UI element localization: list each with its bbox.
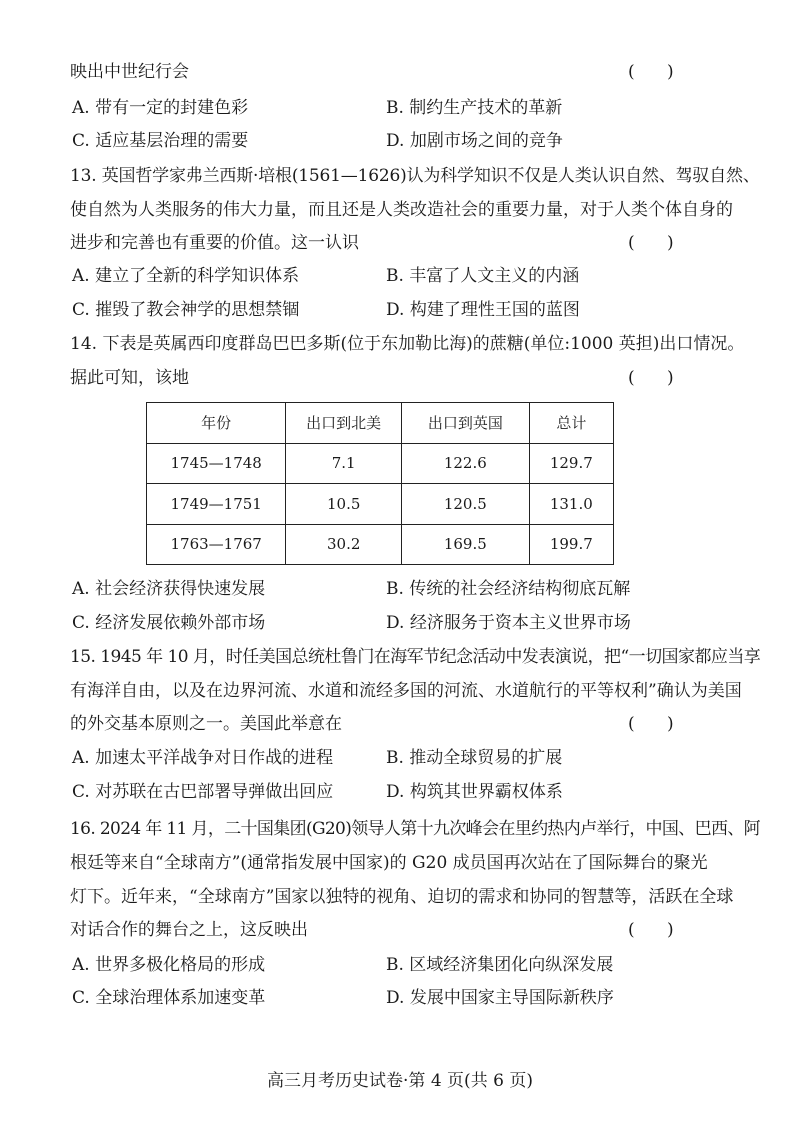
table-cell: 10.5: [286, 484, 402, 525]
q13-stem-line-2: 使自然为人类服务的伟大力量，而且还是人类改造社会的重要力量，对于人类个体自身的: [70, 200, 733, 220]
q14-option-c[interactable]: C. 经济发展依赖外部市场: [72, 613, 266, 633]
q16-stem-line-1: 16. 2024 年 11 月，二十国集团(G20)领导人第十九次峰会在里约热内卢举行，中国、巴西、阿: [70, 819, 761, 839]
q13-option-a[interactable]: A. 建立了全新的科学知识体系: [72, 266, 300, 286]
table-cell: 7.1: [286, 443, 402, 484]
q15-answer-paren[interactable]: ( ): [628, 714, 674, 734]
q12-option-a[interactable]: A. 带有一定的封建色彩: [72, 98, 249, 118]
q14-answer-paren[interactable]: ( ): [628, 368, 674, 388]
q13-stem-line-1: 13. 英国哲学家弗兰西斯·培根(1561—1626)认为科学知识不仅是人类认识自然、驾驭自然、: [70, 166, 760, 186]
table-cell: 1763—1767: [147, 524, 286, 565]
table-row: [147, 443, 614, 484]
q15-option-d[interactable]: D. 构筑其世界霸权体系: [386, 782, 563, 802]
q12-answer-paren[interactable]: ( ): [628, 62, 674, 82]
q16-option-a[interactable]: A. 世界多极化格局的形成: [72, 955, 266, 975]
q12-option-d[interactable]: D. 加剧市场之间的竞争: [386, 131, 563, 151]
sugar-export-table: [146, 402, 614, 565]
table-header-row: [147, 403, 614, 444]
q15-stem-line-2: 有海洋自由，以及在边界河流、水道和流经多国的河流、水道航行的平等权利”确认为美国: [70, 681, 742, 701]
table-cell: 1745—1748: [147, 443, 286, 484]
q15-option-b[interactable]: B. 推动全球贸易的扩展: [386, 748, 563, 768]
q12-option-c[interactable]: C. 适应基层治理的需要: [72, 131, 249, 151]
table-cell: 122.6: [402, 443, 530, 484]
q14-stem-line-1: 14. 下表是英属西印度群岛巴巴多斯(位于东加勒比海)的蔗糖(单位:1000 英担)出口情况。: [70, 334, 745, 354]
q14-option-d[interactable]: D. 经济服务于资本主义世界市场: [386, 613, 631, 633]
q15-option-a[interactable]: A. 加速太平洋战争对日作战的进程: [72, 748, 334, 768]
q16-stem-line-3: 灯下。近年来，“全球南方”国家以独特的视角、迫切的需求和协同的智慧等，活跃在全球: [70, 887, 734, 907]
q13-answer-paren[interactable]: ( ): [628, 233, 674, 253]
page-footer: 高三月考历史试卷·第 4 页(共 6 页): [267, 1071, 533, 1091]
table-cell: 120.5: [402, 484, 530, 525]
q16-stem-line-2: 根廷等来自“全球南方”(通常指发展中国家)的 G20 成员国再次站在了国际舞台的聚光: [70, 853, 708, 873]
table-cell: 129.7: [529, 443, 613, 484]
table-header-north-america: 出口到北美: [286, 403, 402, 444]
q15-option-c[interactable]: C. 对苏联在古巴部署导弹做出回应: [72, 782, 334, 802]
q12-stem-tail: 映出中世纪行会: [70, 62, 189, 82]
q15-stem-line-3: 的外交基本原则之一。美国此举意在: [70, 714, 342, 734]
q13-option-b[interactable]: B. 丰富了人文主义的内涵: [386, 266, 580, 286]
q16-stem-line-4: 对话合作的舞台之上，这反映出: [70, 920, 308, 940]
q13-option-c[interactable]: C. 摧毁了教会神学的思想禁锢: [72, 300, 300, 320]
table-header-year: 年份: [147, 403, 286, 444]
q16-answer-paren[interactable]: ( ): [628, 920, 674, 940]
q16-option-c[interactable]: C. 全球治理体系加速变革: [72, 988, 266, 1008]
q14-option-b[interactable]: B. 传统的社会经济结构彻底瓦解: [386, 579, 631, 599]
q13-stem-line-3: 进步和完善也有重要的价值。这一认识: [70, 233, 359, 253]
table-cell: 1749—1751: [147, 484, 286, 525]
q14-option-a[interactable]: A. 社会经济获得快速发展: [72, 579, 266, 599]
table-cell: 199.7: [529, 524, 613, 565]
q13-option-d[interactable]: D. 构建了理性王国的蓝图: [386, 300, 580, 320]
table-cell: 169.5: [402, 524, 530, 565]
q16-option-b[interactable]: B. 区域经济集团化向纵深发展: [386, 955, 614, 975]
table-header-britain: 出口到英国: [402, 403, 530, 444]
table-header-total: 总计: [529, 403, 613, 444]
table-row: [147, 524, 614, 565]
q16-option-d[interactable]: D. 发展中国家主导国际新秩序: [386, 988, 614, 1008]
table-cell: 131.0: [529, 484, 613, 525]
table-cell: 30.2: [286, 524, 402, 565]
table-row: [147, 484, 614, 525]
q12-option-b[interactable]: B. 制约生产技术的革新: [386, 98, 563, 118]
q15-stem-line-1: 15. 1945 年 10 月，时任美国总统杜鲁门在海军节纪念活动中发表演说，把“一切国家都应当享: [70, 647, 761, 667]
q14-stem-line-2: 据此可知，该地: [70, 368, 189, 388]
